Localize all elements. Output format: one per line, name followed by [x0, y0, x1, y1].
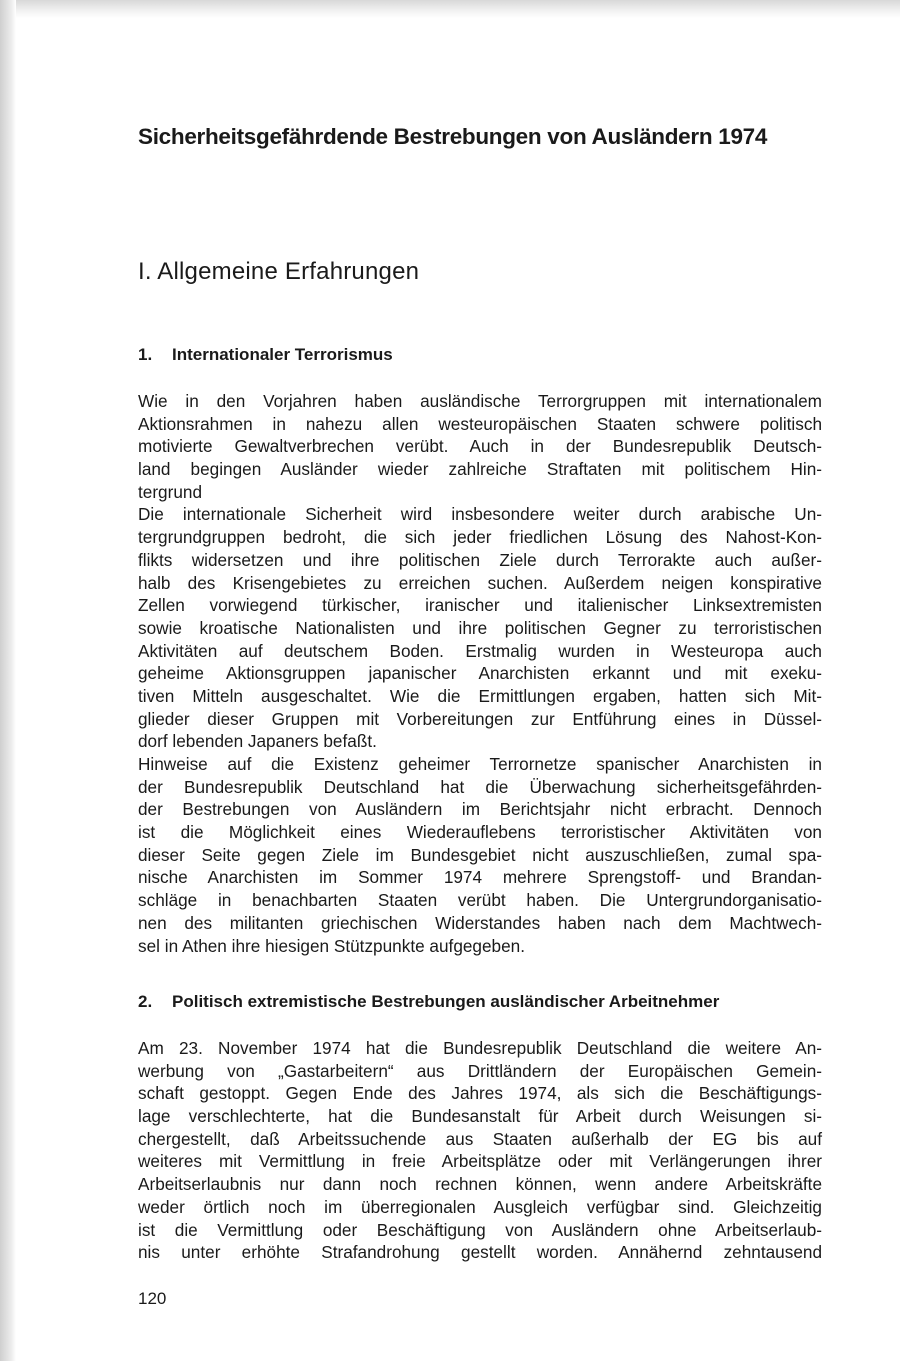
- text-line: dieser Seite gegen Ziele im Bundesgebiet nicht auszuschließen, zumal spa-: [138, 844, 822, 865]
- text-line: glieder dieser Gruppen mit Vorbereitungen zur Entführung eines in Düssel-: [138, 708, 822, 729]
- page-number: 120: [138, 1289, 167, 1308]
- text-line: weiteres mit Vermittlung in freie Arbeitsplätze oder mit Verlängerungen ihrer: [138, 1151, 822, 1172]
- text-line: Wie in den Vorjahren haben ausländische Terrorgruppen mit internationalem: [138, 391, 822, 411]
- text-line: geheime Aktionsgruppen japanischer Anarchisten erkannt und mit exeku-: [138, 663, 822, 684]
- text-line: flikts widersetzen und ihre politischen Ziele durch Terrorakte auch außer-: [138, 549, 822, 570]
- text-line: land begingen Ausländer wieder zahlreiche Straftaten mit politischem Hin-: [138, 459, 822, 480]
- subsection-2-heading: [138, 992, 719, 1012]
- text-line: motivierte Gewaltverbrechen verübt. Auch in der Bundesrepublik Deutsch-: [138, 436, 822, 457]
- text-line: schaft gestoppt. Gegen Ende des Jahres 1974, als sich die Beschäftigungs-: [138, 1083, 822, 1104]
- subsection-2-number: 2.: [138, 992, 153, 1011]
- text-line: sel in Athen ihre hiesigen Stützpunkte aufgegeben.: [138, 935, 526, 956]
- text-line: Die internationale Sicherheit wird insbesondere weiter durch arabische Un-: [138, 504, 822, 525]
- text-line: nis unter erhöhte Strafandrohung gestellt worden. Annähernd zehntausend: [138, 1242, 822, 1263]
- subsection-2-body: [138, 1037, 822, 1264]
- scan-edge-top: [0, 0, 900, 18]
- text-line: Arbeitserlaubnis nur dann noch rechnen können, wenn andere Arbeitskräfte: [138, 1174, 822, 1195]
- text-line: sowie kroatische Nationalisten und ihre politischen Gegner zu terroristischen: [138, 617, 822, 638]
- subsection-1-title: Internationaler Terrorismus: [172, 345, 393, 364]
- scan-edge-left: [0, 0, 16, 1361]
- text-line: tiven Mitteln ausgeschaltet. Wie die Ermittlungen ergaben, hatten sich Mit-: [138, 685, 822, 706]
- text-line: nen des militanten griechischen Widerstandes haben nach dem Machtwech-: [138, 912, 822, 933]
- text-line: ist die Möglichkeit eines Wiederauflebens terroristischer Aktivitäten von: [138, 822, 822, 843]
- subsection-1-number: 1.: [138, 345, 153, 364]
- subsection-1-heading: [138, 345, 393, 365]
- text-line: Zellen vorwiegend türkischer, iranischer und italienischer Linksextremisten: [138, 595, 822, 616]
- text-line: schläge in benachbarten Staaten verübt haben. Die Untergrundorganisatio-: [138, 890, 822, 911]
- text-line: ist die Vermittlung oder Beschäftigung von Ausländern ohne Arbeitserlaub-: [138, 1219, 822, 1240]
- text-line: weder örtlich noch im überregionalen Ausgleich verfügbar sind. Gleichzeitig: [138, 1196, 822, 1217]
- text-line: dorf lebenden Japaners befaßt.: [138, 731, 377, 752]
- text-line: halb des Krisengebietes zu erreichen suchen. Außerdem neigen konspirative: [138, 572, 822, 593]
- text-line: der Bestrebungen von Ausländern im Berichtsjahr nicht erbracht. Dennoch: [138, 799, 822, 820]
- subsection-2-title: Politisch extremistische Bestrebungen ausländischer Arbeitnehmer: [172, 992, 720, 1011]
- subsection-1-body: [138, 390, 822, 957]
- text-line: tergrundgruppen bedroht, die sich jeder friedlichen Lösung des Nahost-Kon-: [138, 527, 822, 548]
- text-line: Am 23. November 1974 hat die Bundesrepublik Deutschland die weitere An-: [138, 1038, 822, 1058]
- document-title: Sicherheitsgefährdende Bestrebungen von Ausländern 1974: [138, 124, 768, 149]
- text-line: der Bundesrepublik Deutschland hat die Überwachung sicherheitsgefährden-: [138, 776, 822, 797]
- text-line: Hinweise auf die Existenz geheimer Terrornetze spanischer Anarchisten in: [138, 754, 822, 774]
- text-line: chergestellt, daß Arbeitssuchende aus Staaten außerhalb der EG bis auf: [138, 1128, 822, 1149]
- text-line: tergrund: [138, 481, 203, 502]
- text-line: lage verschlechterte, hat die Bundesanstalt für Arbeit durch Weisungen si-: [138, 1106, 822, 1127]
- text-line: nische Anarchisten im Sommer 1974 mehrere Sprengstoff- und Brandan-: [138, 867, 822, 888]
- text-line: Aktivitäten auf deutschem Boden. Erstmalig wurden in Westeuropa auch: [138, 640, 822, 661]
- text-line: werbung von „Gastarbeitern“ aus Drittländern der Europäischen Gemein-: [138, 1060, 822, 1081]
- text-line: Aktionsrahmen in nahezu allen westeuropäischen Staaten schwere politisch: [138, 413, 822, 434]
- section-heading: I. Allgemeine Erfahrungen: [138, 258, 420, 285]
